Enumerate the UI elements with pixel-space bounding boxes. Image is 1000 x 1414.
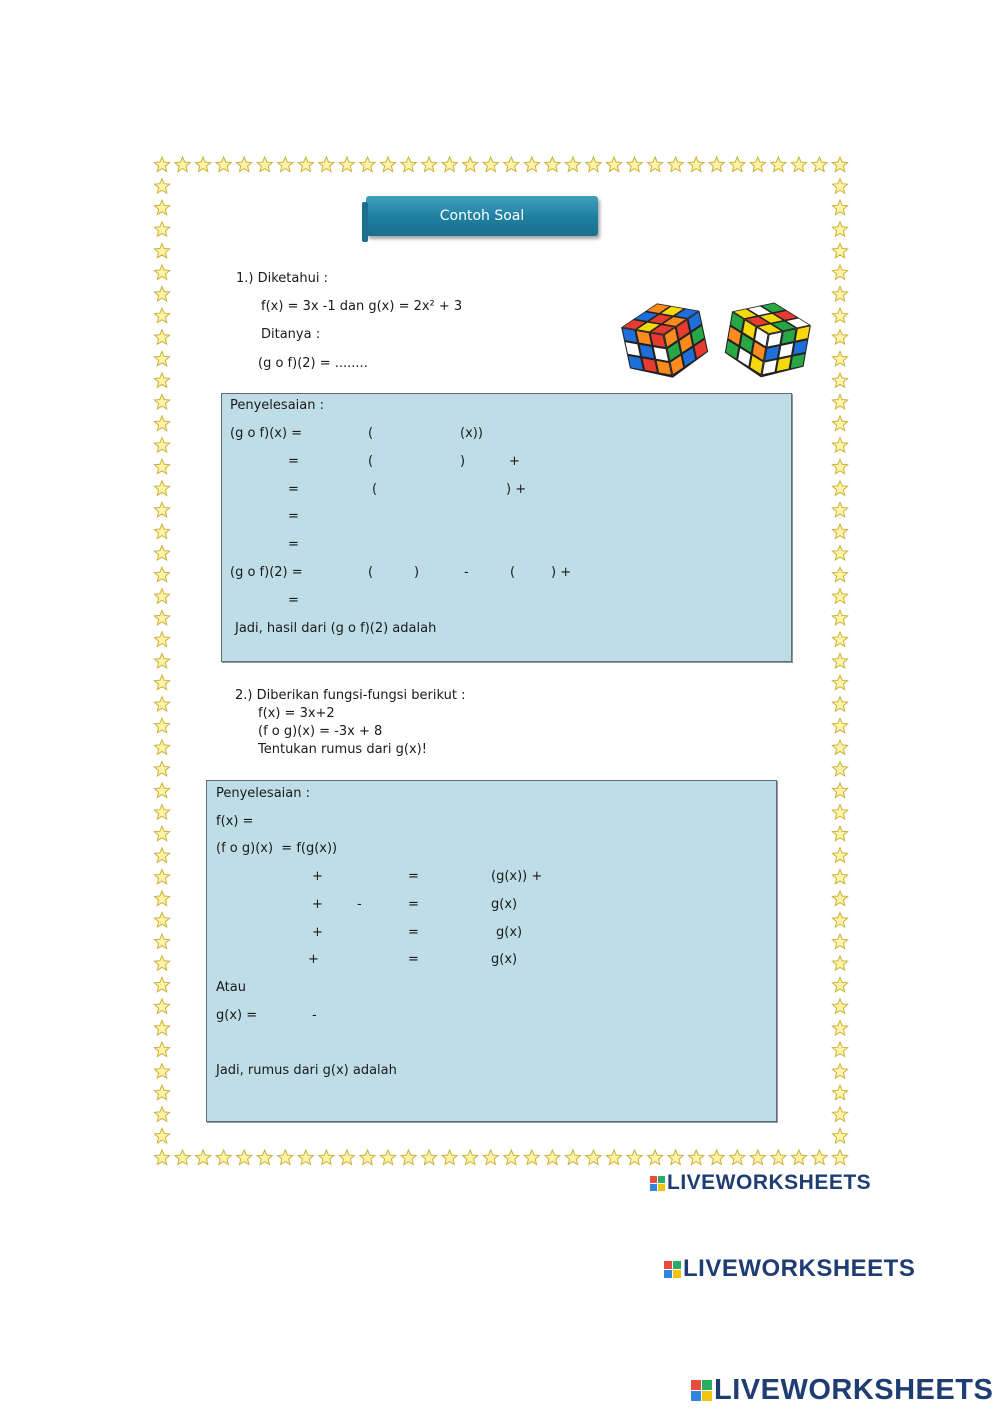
sol1-r3-eq: =: [288, 482, 299, 497]
star-icon: [668, 157, 683, 172]
sol2-conclusion: Jadi, rumus dari g(x) adalah: [216, 1063, 397, 1078]
star-icon: [360, 1150, 375, 1165]
sol2-heading: Penyelesaian :: [216, 786, 310, 801]
star-icon: [832, 222, 847, 236]
star-icon: [832, 1021, 847, 1036]
sol2-atau: Atau: [216, 980, 246, 995]
sol2-r2-plus: +: [312, 897, 323, 912]
sol2-g-line: g(x) =: [216, 1008, 258, 1023]
star-icon: [154, 805, 169, 820]
star-icon: [154, 330, 169, 345]
star-icon: [154, 287, 169, 302]
star-icon: [504, 1150, 519, 1165]
star-icon: [832, 805, 847, 820]
star-icon: [832, 200, 847, 214]
star-icon: [154, 654, 169, 669]
star-icon: [463, 1150, 478, 1165]
sol1-r6-c: -: [464, 565, 469, 580]
star-icon: [154, 179, 169, 194]
star-icon: [648, 157, 663, 172]
star-icon: [730, 1150, 745, 1165]
star-icon: [154, 956, 169, 971]
star-icon: [832, 1042, 847, 1056]
liveworksheets-logo-3: [691, 1374, 993, 1407]
star-icon: [771, 1150, 786, 1165]
star-icon: [791, 157, 806, 172]
star-icon: [832, 654, 847, 669]
star-icon: [154, 934, 169, 949]
star-icon: [832, 1085, 847, 1100]
star-icon: [154, 416, 169, 431]
sol2-r3-plus: +: [312, 925, 323, 940]
star-icon: [832, 330, 847, 345]
star-icon: [216, 157, 231, 172]
star-icon: [463, 157, 478, 172]
star-icon: [832, 675, 847, 690]
star-icon: [812, 157, 827, 172]
star-icon: [750, 1150, 765, 1165]
sol1-heading: Penyelesaian :: [230, 398, 324, 413]
star-icon: [154, 999, 169, 1014]
sol1-r6-lhs: (g o f)(2) =: [230, 565, 303, 580]
star-icon: [196, 157, 211, 172]
star-icon: [832, 761, 847, 776]
star-icon: [154, 1085, 169, 1100]
star-icon: [812, 1150, 827, 1165]
star-icon: [154, 1064, 169, 1078]
star-icon: [154, 697, 169, 711]
star-icon: [154, 308, 169, 323]
star-icon: [154, 675, 169, 690]
star-icon: [154, 740, 169, 755]
star-icon: [832, 502, 847, 517]
star-icon: [154, 502, 169, 517]
star-icon: [832, 1107, 847, 1122]
sol1-r7-eq: =: [288, 593, 299, 608]
star-icon: [298, 157, 313, 172]
star-icon: [442, 1150, 457, 1165]
sol2-r1-rhs: (g(x)) +: [491, 869, 543, 884]
star-icon: [360, 157, 375, 172]
q2-intro: 2.) Diberikan fungsi-fungsi berikut :: [235, 688, 466, 703]
sol1-r1-b: (x)): [460, 426, 483, 441]
sol1-r6-e: ) +: [551, 565, 572, 580]
sol2-r3-rhs: g(x): [496, 925, 523, 940]
star-icon: [832, 1064, 847, 1078]
star-icon: [154, 395, 169, 409]
sol2-r2-eq: =: [408, 897, 419, 912]
sol2-r2-minus: -: [357, 897, 362, 912]
star-icon: [154, 1021, 169, 1036]
star-icon: [627, 1150, 642, 1165]
sol2-r3-eq: =: [408, 925, 419, 940]
liveworksheets-logo-1: [650, 1171, 871, 1195]
star-icon: [237, 1150, 252, 1165]
star-icon: [832, 999, 847, 1014]
liveworksheets-mark-icon: [650, 1176, 665, 1191]
star-icon: [401, 1150, 416, 1165]
star-icon: [339, 157, 354, 172]
star-icon: [154, 1128, 169, 1143]
star-icon: [278, 157, 293, 172]
star-icon: [606, 157, 621, 172]
star-icon: [545, 157, 560, 172]
star-icon: [832, 567, 847, 581]
liveworksheets-text: LIVEWORKSHEETS: [714, 1374, 994, 1406]
rubiks-cube-image-2: [718, 292, 818, 384]
star-icon: [832, 157, 847, 172]
star-icon: [832, 977, 847, 992]
sol2-r1-eq: =: [408, 869, 419, 884]
star-icon: [154, 200, 169, 214]
sol2-r2-rhs: g(x): [491, 897, 518, 912]
star-icon: [154, 589, 169, 604]
q2-task: Tentukan rumus dari g(x)!: [258, 742, 427, 757]
star-icon: [483, 1150, 498, 1165]
sol2-f-line: f(x) =: [216, 814, 254, 829]
star-icon: [832, 459, 847, 474]
star-icon: [832, 395, 847, 409]
star-icon: [154, 157, 169, 172]
sol2-r4-plus: +: [308, 952, 319, 967]
star-icon: [154, 848, 169, 863]
page-title: Contoh Soal: [439, 208, 525, 224]
liveworksheets-mark-icon: [664, 1261, 681, 1278]
star-icon: [832, 265, 847, 280]
star-icon: [154, 761, 169, 776]
star-icon: [483, 157, 498, 172]
star-icon: [545, 1150, 560, 1165]
sol1-r4-eq: =: [288, 509, 299, 524]
star-icon: [832, 632, 847, 647]
star-icon: [565, 157, 580, 172]
sol1-r2-c: +: [509, 454, 520, 469]
star-icon: [154, 481, 169, 496]
star-icon: [709, 157, 724, 172]
star-icon: [257, 157, 272, 172]
star-icon: [196, 1150, 211, 1165]
star-icon: [832, 783, 847, 798]
star-icon: [380, 1150, 395, 1165]
sol1-r2-b: ): [460, 454, 466, 469]
sol1-r6-a: (: [368, 565, 374, 580]
star-icon: [648, 1150, 663, 1165]
star-icon: [319, 157, 334, 172]
liveworksheets-mark-icon: [691, 1380, 712, 1401]
star-icon: [832, 416, 847, 431]
star-icon: [154, 524, 169, 539]
star-icon: [586, 1150, 601, 1165]
star-icon: [154, 891, 169, 905]
star-icon: [380, 157, 395, 172]
star-icon: [832, 848, 847, 863]
star-icon: [401, 157, 416, 172]
star-icon: [319, 1150, 334, 1165]
title-banner: [366, 196, 598, 236]
star-icon: [422, 157, 437, 172]
liveworksheets-text: LIVEWORKSHEETS: [683, 1255, 916, 1282]
star-icon: [154, 222, 169, 236]
star-icon: [154, 546, 169, 560]
star-icon: [339, 1150, 354, 1165]
star-icon: [832, 891, 847, 905]
star-icon: [154, 265, 169, 280]
star-icon: [154, 632, 169, 647]
star-icon: [606, 1150, 621, 1165]
star-icon: [216, 1150, 231, 1165]
sol2-fog-line: (f o g)(x) = f(g(x)): [216, 841, 338, 856]
star-icon: [175, 1150, 190, 1165]
star-icon: [771, 157, 786, 172]
sol1-conclusion: Jadi, hasil dari (g o f)(2) adalah: [235, 621, 437, 636]
sol2-g-minus: -: [312, 1008, 317, 1023]
star-icon: [791, 1150, 806, 1165]
star-icon: [154, 351, 169, 366]
star-icon: [257, 1150, 272, 1165]
sol1-r3-a: (: [372, 482, 378, 497]
star-icon: [524, 1150, 539, 1165]
sol1-r6-d: (: [510, 565, 516, 580]
sol2-r1-plus: +: [312, 869, 323, 884]
star-icon: [832, 1128, 847, 1143]
star-icon: [832, 546, 847, 560]
liveworksheets-logo-2: [664, 1255, 915, 1283]
liveworksheets-text: LIVEWORKSHEETS: [667, 1171, 872, 1194]
star-icon: [154, 977, 169, 992]
star-icon: [154, 373, 169, 387]
star-icon: [832, 589, 847, 604]
star-icon: [154, 459, 169, 474]
sol2-r4-rhs: g(x): [491, 952, 518, 967]
star-icon: [832, 697, 847, 711]
star-icon: [154, 826, 169, 841]
star-icon: [154, 1107, 169, 1122]
star-icon: [298, 1150, 313, 1165]
star-icon: [689, 157, 704, 172]
star-icon: [832, 1150, 847, 1165]
sol1-r1-lhs: (g o f)(x) =: [230, 426, 303, 441]
star-icon: [154, 718, 169, 732]
star-icon: [154, 1042, 169, 1056]
q2-fog: (f o g)(x) = -3x + 8: [258, 724, 383, 739]
star-icon: [422, 1150, 437, 1165]
q2-f: f(x) = 3x+2: [258, 706, 335, 721]
star-icon: [832, 610, 847, 625]
star-icon: [154, 243, 169, 257]
star-icon: [154, 783, 169, 798]
q1-asked-label: Ditanya :: [261, 327, 321, 342]
star-icon: [504, 157, 519, 172]
star-icon: [154, 913, 169, 928]
star-icon: [832, 373, 847, 387]
sol2-r4-eq: =: [408, 952, 419, 967]
star-icon: [750, 157, 765, 172]
star-icon: [832, 718, 847, 732]
star-icon: [832, 179, 847, 194]
star-icon: [586, 157, 601, 172]
star-icon: [832, 524, 847, 539]
star-icon: [442, 157, 457, 172]
star-icon: [832, 438, 847, 453]
star-icon: [832, 351, 847, 366]
star-icon: [565, 1150, 580, 1165]
star-icon: [832, 243, 847, 257]
star-icon: [175, 157, 190, 172]
rubiks-cube-image: [612, 288, 722, 384]
star-icon: [832, 308, 847, 323]
star-icon: [524, 157, 539, 172]
star-icon: [154, 438, 169, 453]
sol1-r2-a: (: [368, 454, 374, 469]
star-icon: [832, 740, 847, 755]
q1-asked: (g o f)(2) = ........: [258, 356, 368, 371]
sol1-r5-eq: =: [288, 537, 299, 552]
star-icon: [832, 869, 847, 883]
star-icon: [154, 1150, 169, 1165]
star-icon: [832, 913, 847, 928]
q1-number: 1.) Diketahui :: [236, 271, 328, 286]
sol1-r6-b: ): [414, 565, 420, 580]
star-icon: [668, 1150, 683, 1165]
star-icon: [832, 481, 847, 496]
sol1-r1-a: (: [368, 426, 374, 441]
star-icon: [709, 1150, 724, 1165]
star-icon: [730, 157, 745, 172]
star-icon: [832, 934, 847, 949]
star-icon: [278, 1150, 293, 1165]
sol1-r2-eq: =: [288, 454, 299, 469]
star-icon: [832, 287, 847, 302]
star-icon: [832, 956, 847, 971]
sol1-r3-b: ) +: [506, 482, 527, 497]
star-icon: [237, 157, 252, 172]
star-icon: [689, 1150, 704, 1165]
star-icon: [627, 157, 642, 172]
q1-given: f(x) = 3x -1 dan g(x) = 2x² + 3: [261, 299, 463, 314]
star-icon: [154, 869, 169, 883]
star-icon: [154, 567, 169, 581]
star-icon: [832, 826, 847, 841]
star-icon: [154, 610, 169, 625]
